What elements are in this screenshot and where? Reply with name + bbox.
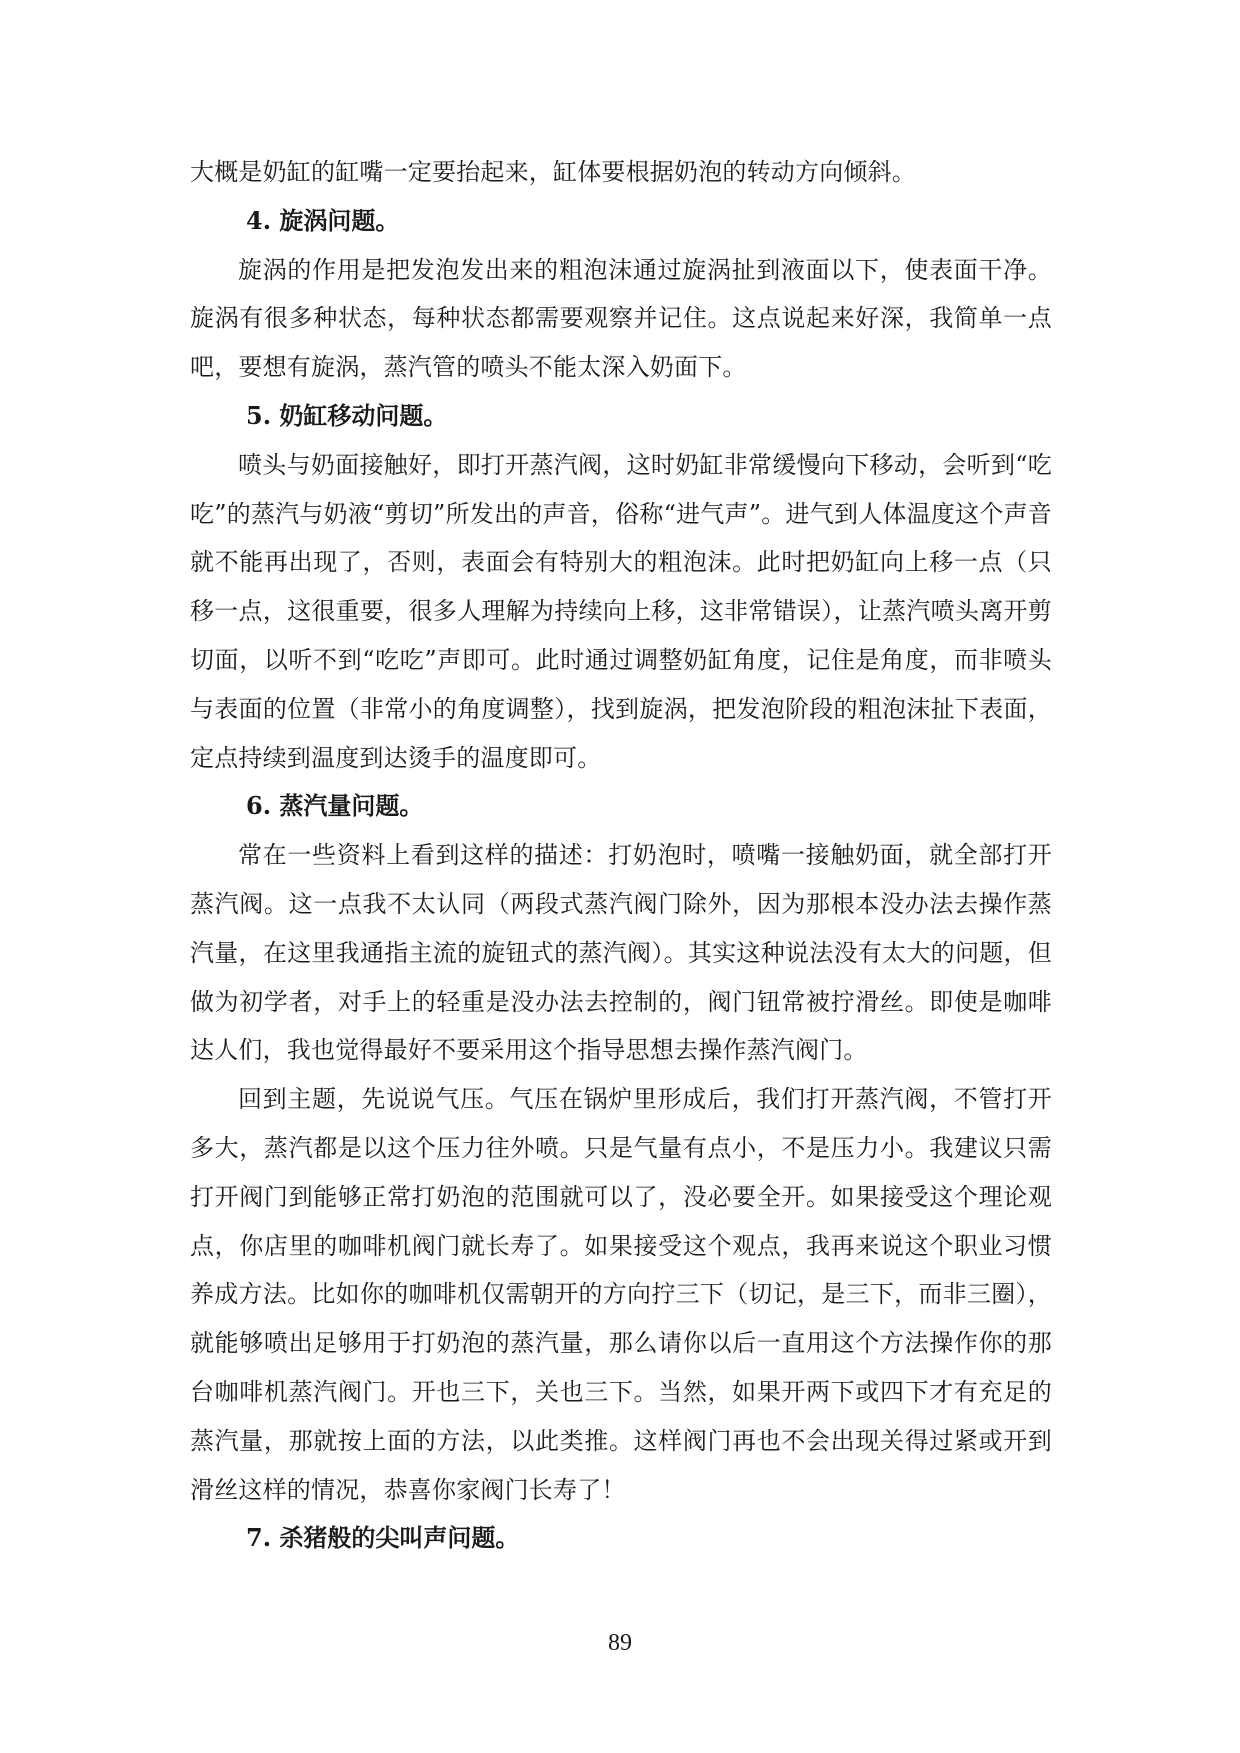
page-body <box>190 148 1052 1563</box>
paragraph-vortex: 旋涡的作用是把发泡发出来的粗泡沫通过旋涡扯到液面以下，使表面干净。旋涡有很多种状态，每种状态都需要观察并记住。这点说起来好深，我简单一点吧，要想有旋涡，蒸汽管的喷头不能太深入奶面下。 <box>190 255 1052 382</box>
section-heading-steam-volume: 6. 蒸汽量问题。 <box>246 791 424 821</box>
paragraph-steam-volume-2: 回到主题，先说说气压。气压在锅炉里形成后，我们打开蒸汽阀，不管打开多大，蒸汽都是以这个压力往外喷。只是气量有点小，不是压力小。我建议只需打开阀门到能够正常打奶泡的范围就可以了，没必要全开。如果接受这个理论观点，你店里的咖啡机阀门就长寿了。如果接受这个观点，我再来说这个职业习惯养成方法。比如你的咖啡机仅需朝开的方向拧三下（切记，是三下，而非三圈），就能够喷出足够用于打奶泡的蒸汽量，那么请你以后一直用这个方法操作你的那台咖啡机蒸汽阀门。开也三下，关也三下。当然，如果开两下或四下才有充足的蒸汽量，那就按上面的方法，以此类推。这样阀门再也不会出现关得过紧或开到滑丝这样的情况，恭喜你家阀门长寿了！ <box>190 1085 1052 1504</box>
page-number: 89 <box>608 1630 632 1656</box>
section-heading-screeching: 7. 杀猪般的尖叫声问题。 <box>246 1523 520 1553</box>
section-heading-pitcher-movement: 5. 奶缸移动问题。 <box>246 400 448 430</box>
paragraph-continuation: 大概是奶缸的缸嘴一定要抬起来，缸体要根据奶泡的转动方向倾斜。 <box>190 158 916 186</box>
paragraph-steam-volume-1: 常在一些资料上看到这样的描述：打奶泡时，喷嘴一接触奶面，就全部打开蒸汽阀。这一点我不太认同（两段式蒸汽阀门除外，因为那根本没办法去操作蒸汽量，在这里我通指主流的旋钮式的蒸汽阀）。其实这种说法没有太大的问题，但做为初学者，对手上的轻重是没办法去控制的，阀门钮常被拧滑丝。即使是咖啡达人们，我也觉得最好不要采用这个指导思想去操作蒸汽阀门。 <box>190 841 1052 1065</box>
paragraph-pitcher-movement: 喷头与奶面接触好，即打开蒸汽阀，这时奶缸非常缓慢向下移动，会听到“吃吃”的蒸汽与奶液“剪切”所发出的声音，俗称“进气声”。进气到人体温度这个声音就不能再出现了，否则，表面会有特别大的粗泡沫。此时把奶缸向上移一点（只移一点，这很重要，很多人理解为持续向上移，这非常错误），让蒸汽喷头离开剪切面，以听不到“吃吃”声即可。此时通过调整奶缸角度，记住是角度，而非喷头与表面的位置（非常小的角度调整），找到旋涡，把发泡阶段的粗泡沫扯下表面，定点持续到温度到达烫手的温度即可。 <box>190 450 1052 772</box>
section-heading-vortex: 4. 旋涡问题。 <box>246 205 400 235</box>
